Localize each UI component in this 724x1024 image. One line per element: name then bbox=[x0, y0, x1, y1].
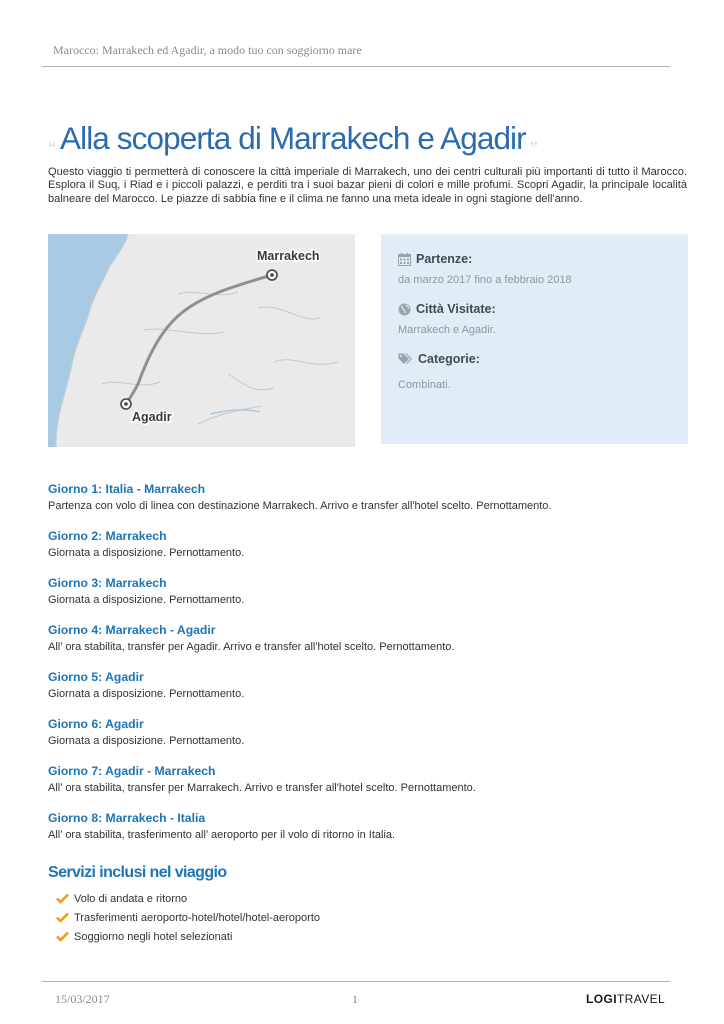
trip-info-panel bbox=[381, 234, 688, 444]
day-title: Giorno 8: Marrakech - Italia bbox=[48, 811, 206, 825]
calendar-icon bbox=[398, 253, 411, 266]
footer-divider bbox=[42, 981, 670, 982]
day-title: Giorno 5: Agadir bbox=[48, 670, 144, 684]
day-title: Giorno 1: Italia - Marrakech bbox=[48, 482, 206, 496]
categories-section bbox=[398, 351, 480, 391]
brand-logo bbox=[586, 992, 665, 1006]
check-icon bbox=[56, 912, 69, 923]
list-item bbox=[56, 889, 320, 908]
agadir-marker-icon bbox=[121, 399, 131, 409]
day-title: Giorno 4: Marrakech - Agadir bbox=[48, 623, 216, 637]
services-title: Servizi inclusi nel viaggio bbox=[48, 864, 227, 881]
page-number: 1 bbox=[352, 992, 358, 1006]
footer-date: 15/03/2017 bbox=[55, 992, 110, 1006]
marrakech-marker-icon bbox=[267, 270, 277, 280]
service-label: Trasferimenti aeroporto-hotel/hotel/hotel-aeroporto bbox=[74, 911, 321, 924]
cities-section bbox=[398, 301, 496, 336]
service-label: Soggiorno negli hotel selezionati bbox=[74, 930, 233, 943]
day-item bbox=[48, 528, 688, 560]
title-block bbox=[48, 117, 538, 159]
list-item bbox=[56, 927, 320, 946]
list-item bbox=[56, 908, 320, 927]
day-description: Giornata a disposizione. Pernottamento. bbox=[48, 547, 245, 559]
day-description: Partenza con volo di linea con destinazione Marrakech. Arrivo e transfer all'hotel scelto. Pernottamento. bbox=[48, 500, 552, 512]
open-quote-icon: “ bbox=[48, 138, 56, 158]
day-description: All’ ora stabilita, transfer per Marrakech. Arrivo e transfer all'hotel scelto. Pernottamento. bbox=[48, 782, 476, 794]
day-title: Giorno 2: Marrakech bbox=[48, 529, 167, 543]
close-quote-icon: ” bbox=[529, 138, 538, 158]
page-header: Marocco: Marrakech ed Agadir, a modo tuo con soggiorno mare bbox=[53, 43, 362, 57]
check-icon bbox=[56, 893, 69, 904]
day-description: Giornata a disposizione. Pernottamento. bbox=[48, 735, 245, 747]
day-title: Giorno 7: Agadir - Marrakech bbox=[48, 764, 216, 778]
day-description: All’ ora stabilita, transfer per Agadir. Arrivo e transfer all'hotel scelto. Pernottamento. bbox=[48, 641, 455, 653]
day-item bbox=[48, 622, 688, 654]
day-title: Giorno 6: Agadir bbox=[48, 717, 144, 731]
departures-title: Partenze: bbox=[416, 252, 473, 266]
check-icon bbox=[56, 931, 69, 942]
day-description: Giornata a disposizione. Pernottamento. bbox=[48, 594, 245, 606]
day-item bbox=[48, 575, 688, 607]
cities-value: Marrakech e Agadir. bbox=[398, 324, 496, 336]
day-description: All’ ora stabilita, trasferimento all’ aeroporto per il volo di ritorno in Italia. bbox=[48, 829, 396, 841]
brand-logo-regular: TRAVEL bbox=[616, 992, 666, 1006]
categories-value: Combinati. bbox=[398, 379, 451, 391]
day-item bbox=[48, 716, 688, 748]
day-item bbox=[48, 763, 688, 795]
intro-paragraph: Questo viaggio ti permetterà di conoscere la città imperiale di Marrakech, uno dei centri culturali più importanti di tutto il Marocco. Esplora il Suq, i Riad e i piccoli palazzi, e perditi tra i suoi bazar pieni di colori e mille profumi. Scopri Agadir, la principale località balneare del Marocco. Le piazze di sabbia fine e il clima ne fanno una meta ideale in ogni stagione dell'anno. bbox=[48, 166, 687, 205]
route-map bbox=[48, 234, 355, 447]
day-item bbox=[48, 481, 688, 513]
departures-section bbox=[398, 251, 572, 286]
day-description: Giornata a disposizione. Pernottamento. bbox=[48, 688, 245, 700]
tags-icon bbox=[398, 353, 413, 366]
services-list bbox=[56, 889, 320, 946]
day-title: Giorno 3: Marrakech bbox=[48, 576, 167, 590]
page-title: Alla scoperta di Marrakech e Agadir bbox=[60, 120, 526, 156]
day-item bbox=[48, 669, 688, 701]
categories-title: Categorie: bbox=[418, 352, 480, 366]
map-label-marrakech: Marrakech bbox=[257, 249, 320, 263]
map-label-agadir: Agadir bbox=[132, 410, 172, 424]
header-divider bbox=[42, 66, 670, 67]
brand-logo-bold: LOGI bbox=[586, 992, 617, 1006]
globe-icon bbox=[398, 303, 411, 316]
departures-value: da marzo 2017 fino a febbraio 2018 bbox=[398, 274, 572, 286]
cities-title: Città Visitate: bbox=[416, 302, 496, 316]
map-graphic bbox=[48, 234, 355, 447]
service-label: Volo di andata e ritorno bbox=[74, 892, 188, 905]
day-item bbox=[48, 810, 688, 842]
